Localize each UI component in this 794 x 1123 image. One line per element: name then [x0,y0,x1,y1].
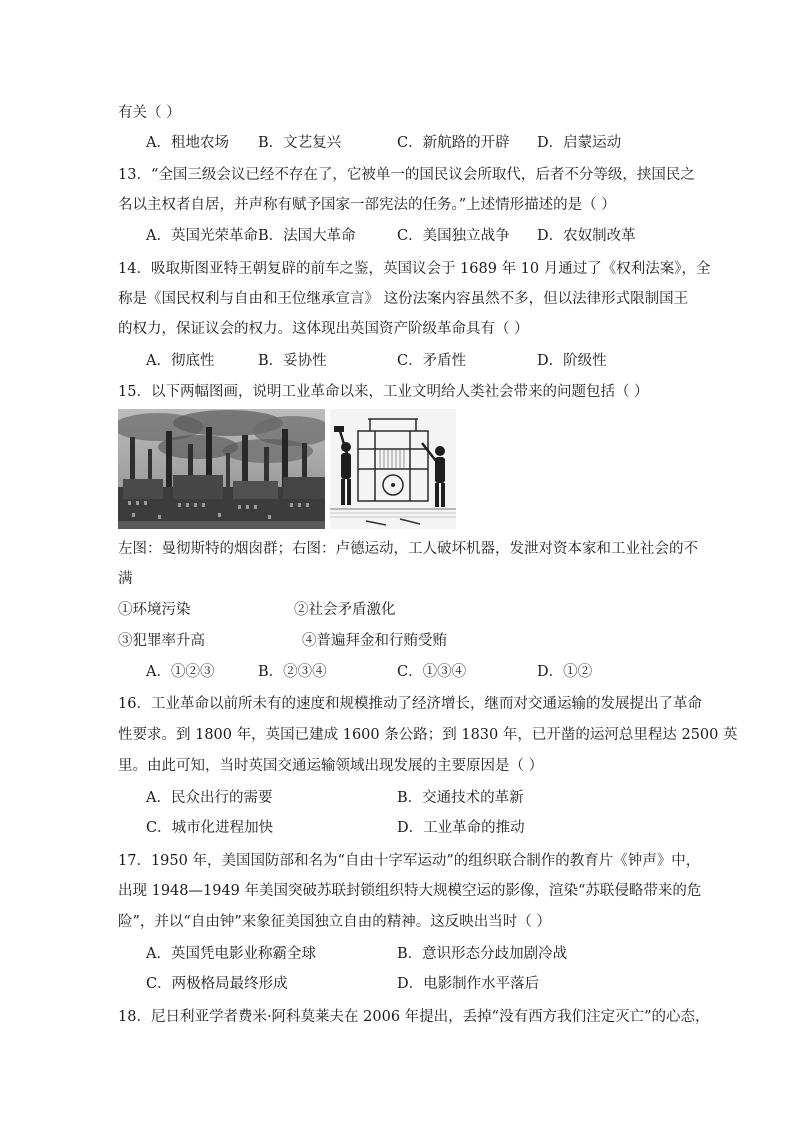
q17-option-a[interactable]: A．英国凭电影业称霸全球 [146,946,316,962]
q15-stem: 15．以下两幅图画，说明工业革命以来，工业文明给人类社会带来的问题包括（ ） [118,384,649,400]
q12-option-c[interactable]: C．新航路的开辟 [397,135,510,151]
q15-item-1: ①环境污染 [118,602,191,618]
q15-option-b[interactable]: B．②③④ [258,664,327,680]
factory-chimneys-image [118,409,325,529]
q13-option-c[interactable]: C．美国独立战争 [397,228,510,244]
q12-option-b[interactable]: B．文艺复兴 [258,135,342,151]
q13-option-b[interactable]: B．法国大革命 [258,228,356,244]
q15-item-2: ②社会矛盾激化 [294,602,396,618]
q17-stem-line3: 险”，并以“自由钟”来象征美国独立自由的精神。这反映出当时（ ） [118,914,551,930]
q16-option-a[interactable]: A．民众出行的需要 [146,790,273,806]
q15-item-3: ③犯罪率升高 [118,633,205,649]
q16-option-d[interactable]: D．工业革命的推动 [397,820,525,836]
q15-caption-line2: 满 [118,571,133,587]
q16-option-b[interactable]: B．交通技术的革新 [397,790,524,806]
q17-option-c[interactable]: C．两极格局最终形成 [146,976,288,992]
luddite-image [330,409,456,529]
q16-option-c[interactable]: C．城市化进程加快 [146,820,274,836]
q13-stem-line2: 名以主权者自居，并声称有赋予国家一部宪法的任务。”上述情形描述的是（ ） [118,197,616,213]
q14-option-a[interactable]: A．彻底性 [146,353,215,369]
q16-stem-line3: 里。由此可知，当时英国交通运输领域出现发展的主要原因是（ ） [118,758,544,774]
q14-option-b[interactable]: B．妥协性 [258,353,327,369]
q17-stem-line1: 17．1950 年，美国国防部和名为“自由十字军运动”的组织联合制作的教育片《钟声》中， [118,853,701,869]
q14-option-d[interactable]: D．阶级性 [537,353,607,369]
q12-tail: 有关（ ） [118,105,181,121]
q15-item-4: ④普遍拜金和行贿受贿 [302,633,447,649]
q12-option-a[interactable]: A．租地农场 [146,135,229,151]
q15-option-d[interactable]: D．①② [537,664,593,680]
q16-stem-line1: 16．工业革命以前所未有的速度和规模推动了经济增长，继而对交通运输的发展提出了革命 [118,696,702,712]
q18-stem-line1: 18．尼日利亚学者费米·阿科莫莱夫在 2006 年提出，丢掉“没有西方我们注定灭亡”的心态， [118,1009,710,1025]
q14-option-c[interactable]: C．矛盾性 [397,353,467,369]
luddite-machine-breaking-illustration [330,409,456,529]
q13-option-d[interactable]: D．农奴制改革 [537,228,636,244]
q15-caption-line1: 左图：曼彻斯特的烟囱群；右图：卢德运动，工人破坏机器，发泄对资本家和工业社会的不 [118,541,698,557]
q15-option-c[interactable]: C．①③④ [397,664,467,680]
q17-stem-line2: 出现 1948—1949 年美国突破苏联封锁组织特大规模空运的影像，渲染“苏联侵略带来的危 [118,883,702,899]
q14-stem-line3: 的权力，保证议会的权力。这体现出英国资产阶级革命具有（ ） [118,321,529,337]
q15-option-a[interactable]: A．①②③ [146,664,215,680]
q14-stem-line1: 14．吸取斯图亚特王朝复辟的前车之鉴，英国议会于 1689 年 10 月通过了《权利法案》，全 [118,261,711,277]
q14-stem-line2: 称是《国民权利与自由和王位继承宣言》 这份法案内容虽然不多，但以法律形式限制国王 [118,291,689,307]
factory-chimneys-illustration [118,409,325,529]
q12-option-d[interactable]: D．启蒙运动 [537,135,622,151]
q13-option-a[interactable]: A．英国光荣革命 [146,228,258,244]
q16-stem-line2: 性要求。到 1800 年，英国已建成 1600 条公路；到 1830 年，已开凿的运河总里程达 2500 英 [118,727,738,743]
q17-option-b[interactable]: B．意识形态分歧加剧冷战 [397,946,568,962]
q13-stem-line1: 13．“全国三级会议已经不存在了，它被单一的国民议会所取代，后者不分等级，挟国民之 [118,167,695,183]
q17-option-d[interactable]: D．电影制作水平落后 [397,976,540,992]
